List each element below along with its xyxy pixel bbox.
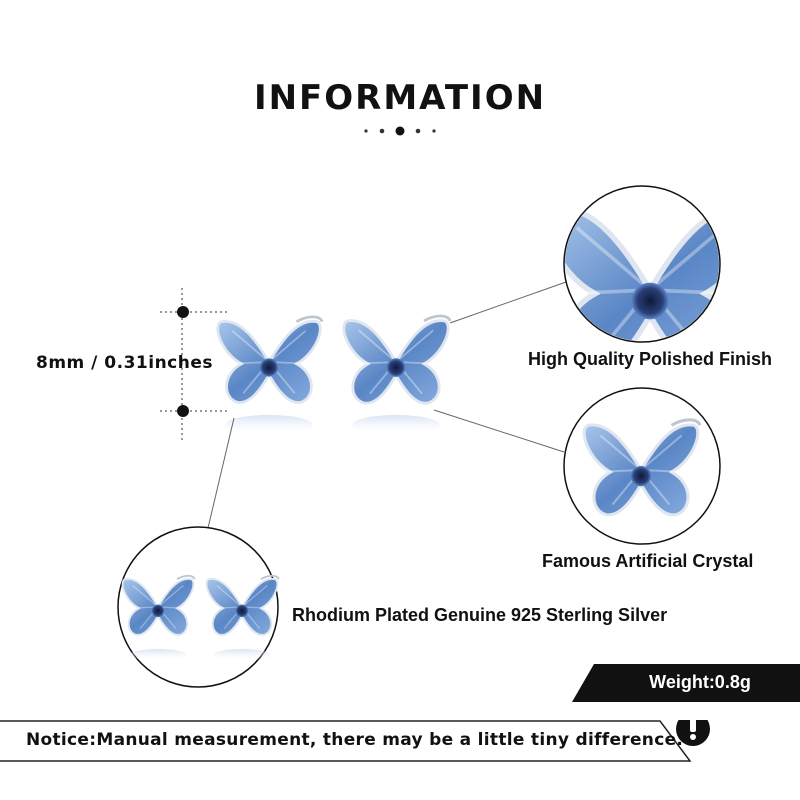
size-measurement: 8mm / 0.31inches [36,353,214,373]
feature-polish-label: High Quality Polished Finish [528,349,773,369]
detail-circle-polish [548,186,757,371]
earring-right [344,316,450,435]
feature-silver-label: Rhodium Plated Genuine 925 Sterling Silver [292,605,668,625]
page-title: INFORMATION [253,78,547,118]
title-dots-decoration [362,124,438,138]
detail-circle-crystal [564,388,720,544]
feature-crystal-label: Famous Artificial Crystal [542,551,754,571]
notice-text: Notice:Manual measurement, there may be a little tiny difference. [26,730,684,750]
weight-value: Weight:0.8g [649,672,751,692]
callout-lines [208,282,566,528]
detail-circle-silver [118,527,279,687]
earring-left [218,317,322,435]
